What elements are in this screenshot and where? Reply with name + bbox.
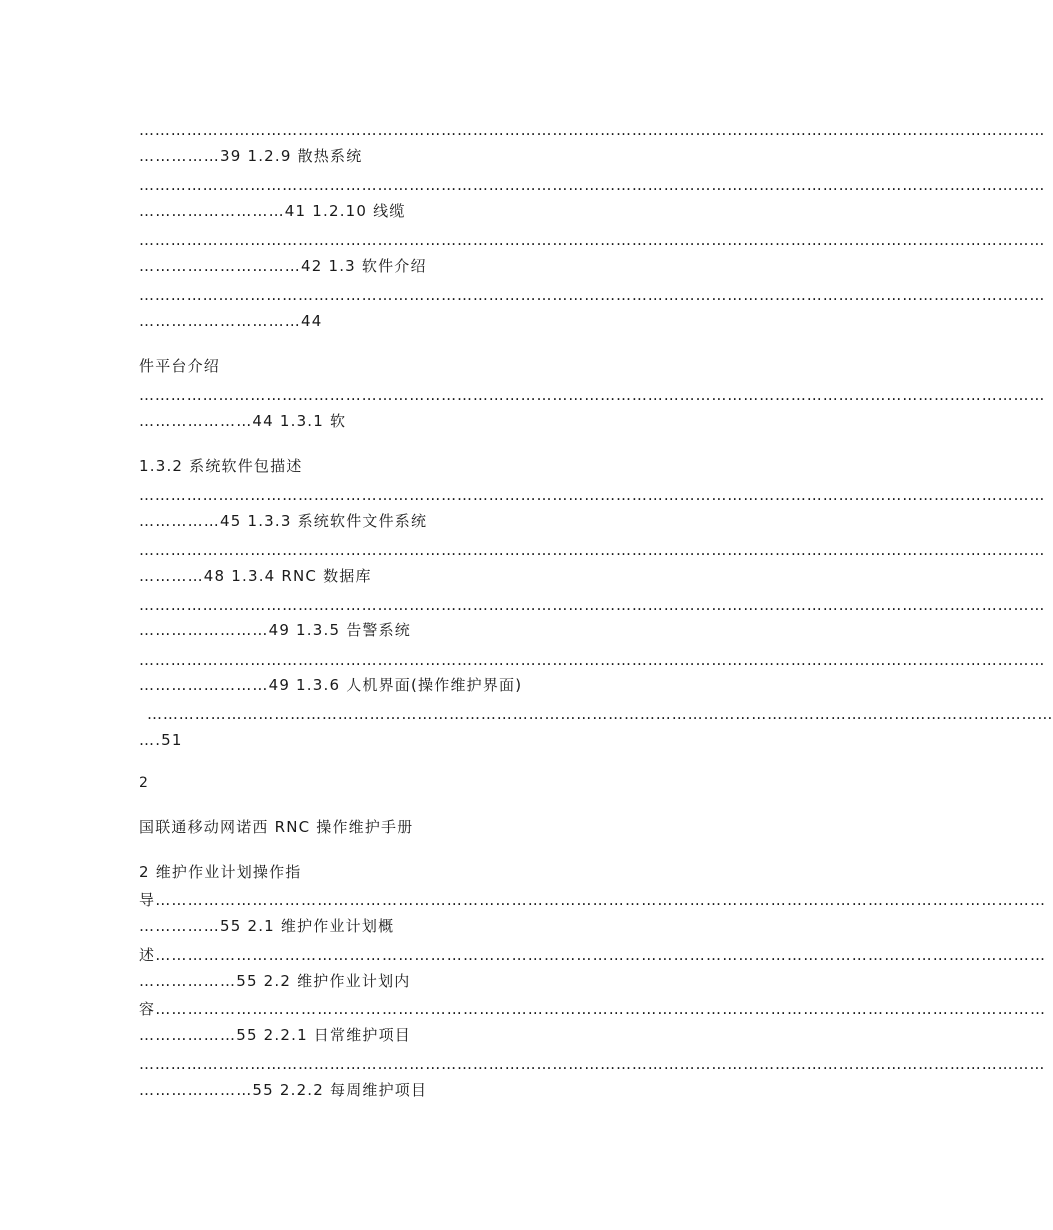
toc-page-number: ….51 (139, 731, 183, 749)
toc-dot-leader: 导………………………………………………………………………………………………………………………………………………… (139, 891, 1047, 909)
toc-entry-2-2: ………………55 2.2 维护作业计划内 (139, 972, 411, 990)
toc-dot-leader: 容………………………………………………………………………………………………………………………………………………… (139, 1000, 1047, 1018)
toc-entry-1-3-4: …………48 1.3.4 RNC 数据库 (139, 567, 372, 585)
toc-dot-leader: ……………………………………………………………………………………………………………………………………………………… (139, 486, 1046, 504)
toc-dot-leader: ……………………………………………………………………………………………………………………………………………………… (139, 651, 1046, 669)
toc-dot-leader: ……………………………………………………………………………………………………………………………………………………… (139, 386, 1046, 404)
toc-dot-leader: ……………………………………………………………………………………………………………………………………………………… (139, 596, 1046, 614)
toc-dot-leader: ……………………………………………………………………………………………………………………………………………………… (139, 541, 1046, 559)
toc-entry-1-2-10: ………………………41 1.2.10 线缆 (139, 202, 406, 220)
toc-entry-2-1: ……………55 2.1 维护作业计划概 (139, 917, 395, 935)
toc-dot-leader: ……………………………………………………………………………………………………………………………………………………… (139, 176, 1046, 194)
page-number: 2 (139, 775, 150, 791)
toc-entry-2-2-2: …………………55 2.2.2 每周维护项目 (139, 1081, 428, 1099)
toc-entry-1-3: …………………………42 1.3 软件介绍 (139, 257, 427, 275)
toc-chapter-2: 2 维护作业计划操作指 (139, 863, 302, 881)
toc-dot-leader: ……………………………………………………………………………………………………………………………………………………… (139, 1055, 1046, 1073)
toc-dot-leader: 述………………………………………………………………………………………………………………………………………………… (139, 946, 1047, 964)
toc-entry-1-3-2: 1.3.2 系统软件包描述 (139, 457, 303, 475)
toc-entry-1-3-5: ……………………49 1.3.5 告警系统 (139, 621, 411, 639)
toc-entry-1-3-1: …………………44 1.3.1 软 (139, 412, 347, 430)
toc-dot-leader: ……………………………………………………………………………………………………………………………………………………… (139, 286, 1046, 304)
toc-dot-leader: ……………………………………………………………………………………………………………………………………………………… (147, 705, 1053, 723)
toc-entry-2-2-1: ………………55 2.2.1 日常维护项目 (139, 1026, 411, 1044)
toc-entry-1-3-6: ……………………49 1.3.6 人机界面(操作维护界面) (139, 676, 523, 694)
toc-dot-leader: ……………………………………………………………………………………………………………………………………………………… (139, 121, 1046, 139)
toc-entry-1-2-9: ……………39 1.2.9 散热系统 (139, 147, 363, 165)
running-header: 国联通移动网诺西 RNC 操作维护手册 (139, 818, 414, 836)
toc-entry-1-3-3: ……………45 1.3.3 系统软件文件系统 (139, 512, 428, 530)
toc-page-number: …………………………44 (139, 312, 323, 330)
toc-entry-fragment: 件平台介绍 (139, 357, 221, 375)
toc-dot-leader: ……………………………………………………………………………………………………………………………………………………… (139, 231, 1046, 249)
